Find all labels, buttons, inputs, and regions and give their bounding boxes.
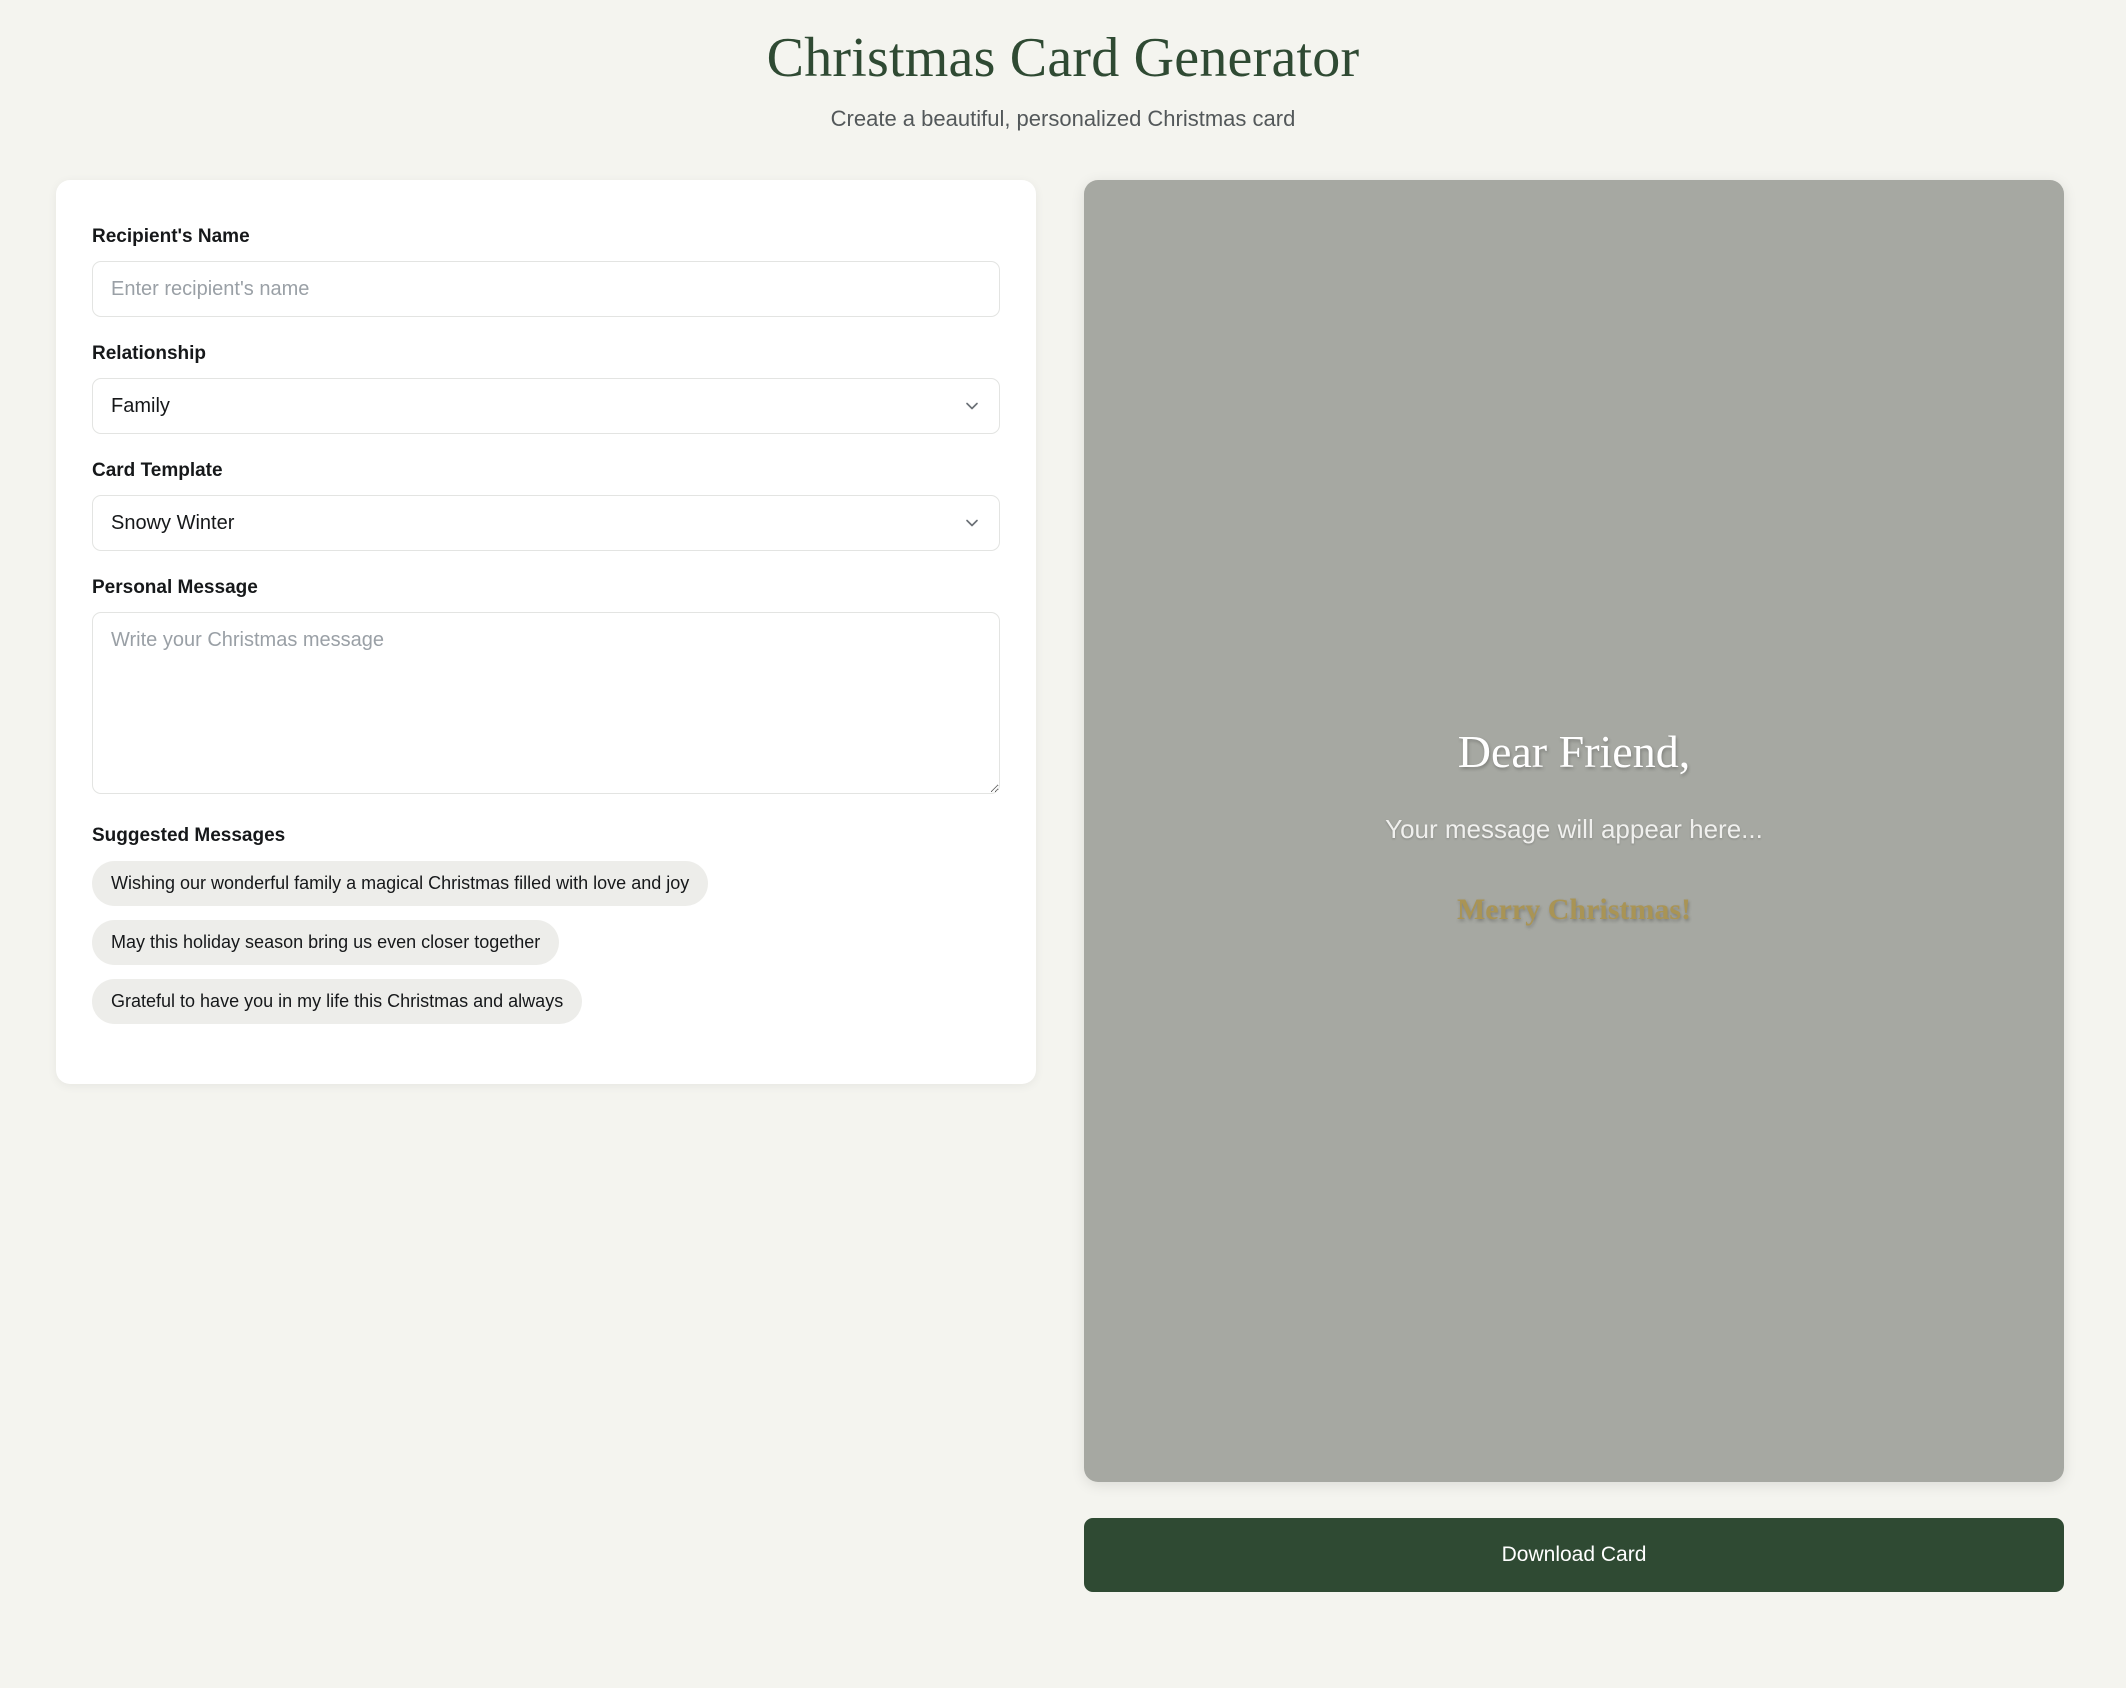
personal-message-field-group: [92, 577, 1000, 799]
suggestion-row: [92, 861, 1000, 920]
personal-message-textarea[interactable]: [92, 612, 1000, 794]
card-template-select-wrapper[interactable]: [92, 495, 1000, 551]
card-template-field-group: [92, 460, 1000, 551]
recipient-name-label: Recipient's Name: [92, 226, 250, 247]
suggestion-chip[interactable]: Wishing our wonderful family a magical Christmas filled with love and joy: [92, 861, 708, 906]
page-subtitle: Create a beautiful, personalized Christmas card: [830, 106, 1296, 131]
page-title: Christmas Card Generator: [766, 27, 1360, 89]
download-card-button[interactable]: Download Card: [1084, 1518, 2064, 1592]
relationship-field-group: [92, 343, 1000, 434]
suggestion-chip[interactable]: Grateful to have you in my life this Christmas and always: [92, 979, 582, 1024]
card-signoff: Merry Christmas!: [1456, 893, 1692, 926]
preview-panel: [1084, 180, 2064, 1592]
suggested-messages-section: [92, 825, 1000, 1038]
card-template-label: Card Template: [92, 460, 223, 481]
recipient-name-input[interactable]: [92, 261, 1000, 317]
card-template-select[interactable]: Snowy Winter: [92, 495, 1000, 551]
card-message: Your message will appear here...: [1385, 814, 1763, 844]
suggested-messages-label: Suggested Messages: [92, 825, 286, 846]
page-header: [0, 0, 2126, 132]
relationship-label: Relationship: [92, 343, 207, 364]
suggestion-chip[interactable]: May this holiday season bring us even closer together: [92, 920, 559, 965]
relationship-select[interactable]: Family: [92, 378, 1000, 434]
suggestion-row: [92, 979, 1000, 1038]
relationship-select-wrapper[interactable]: [92, 378, 1000, 434]
card-form-panel: [56, 180, 1036, 1084]
personal-message-label: Personal Message: [92, 577, 258, 598]
main-layout: [0, 132, 2126, 1592]
suggestion-row: [92, 920, 1000, 979]
recipient-name-field-group: [92, 226, 1000, 317]
card-greeting: Dear Friend,: [1457, 726, 1691, 777]
card-preview: [1084, 180, 2064, 1482]
